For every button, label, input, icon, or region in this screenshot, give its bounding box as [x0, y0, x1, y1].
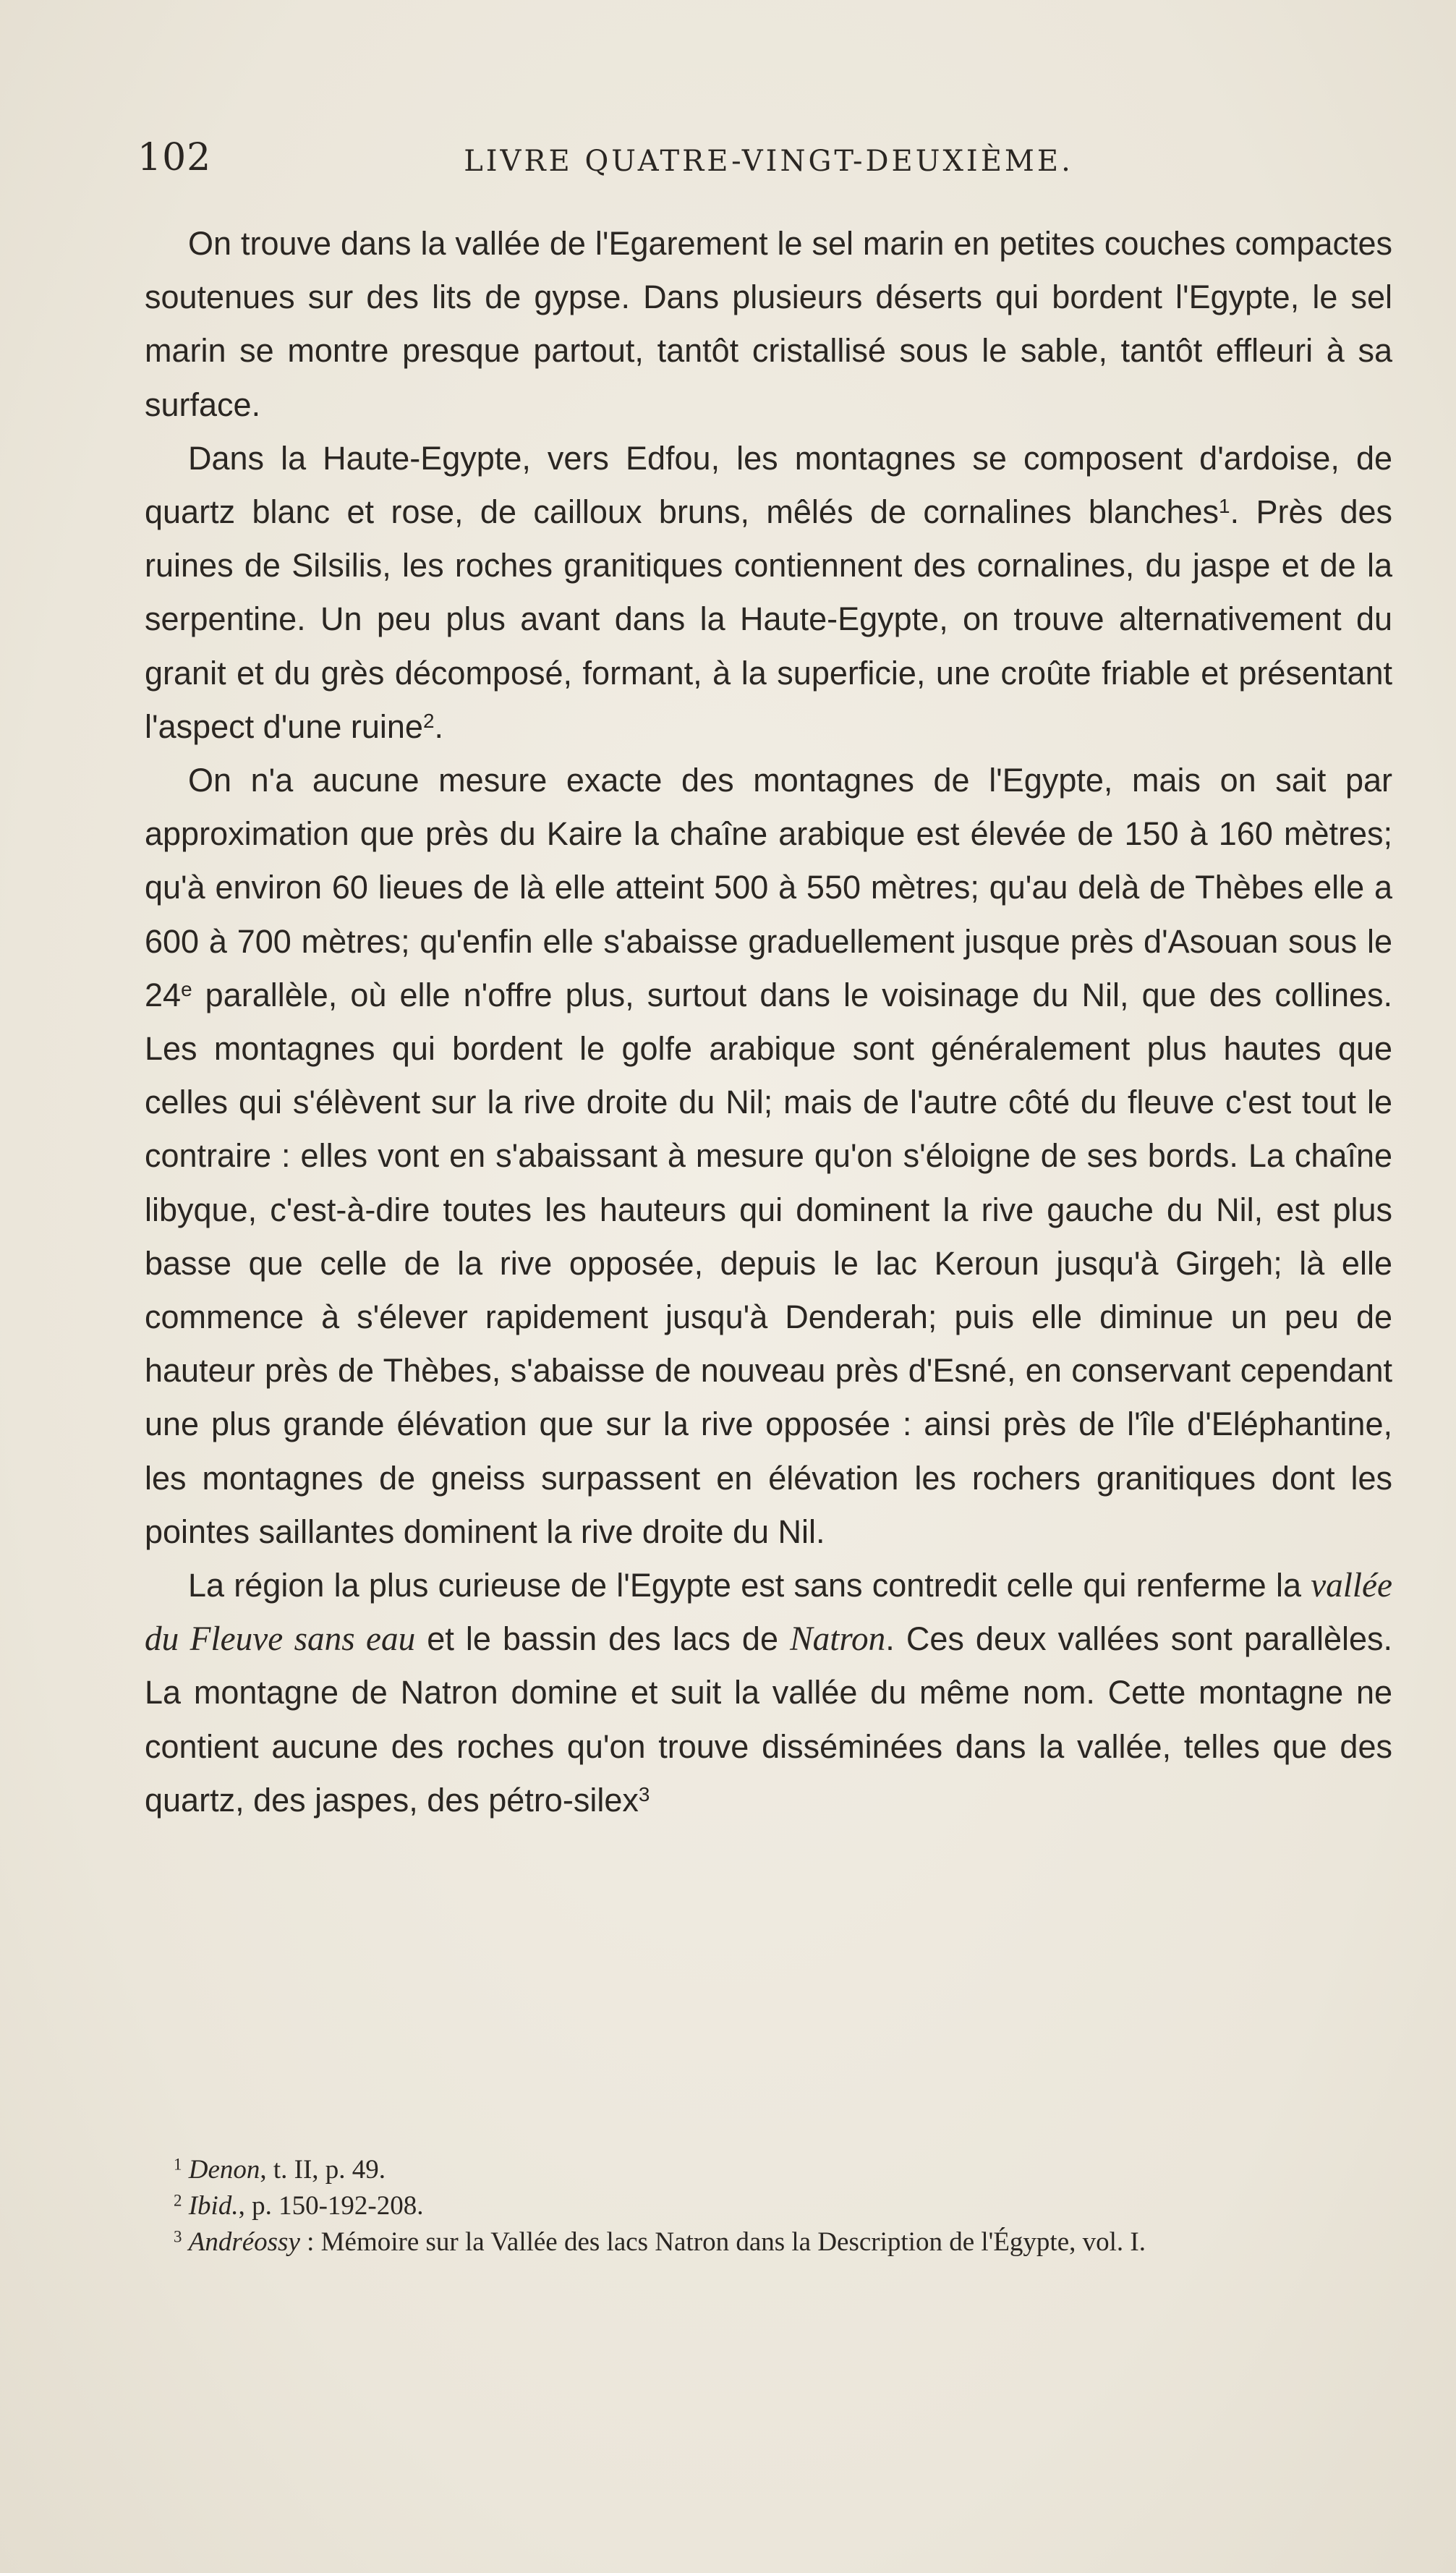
paragraph-text: On trouve dans la vallée de l'Egarement le sel marin en petites couches compactes soutenues sur des lits de gypse. Dans plusieurs déserts qui bordent l'Egypte, le sel marin se montre presque partout, tantôt cristallisé sous le sable, tantôt effleuri à sa surface. — [145, 225, 1392, 423]
paragraph-text: . Ces deux vallées sont parallèles. La montagne de Natron domine et suit la vallée du même nom. Cette montagne ne contient aucune des roches qu'on trouve disséminées dans la vallée, telles que des quartz, des jaspes, des pétro-silex — [145, 1620, 1393, 1819]
footnote-author: Andréossy — [188, 2227, 300, 2257]
page-number: 102 — [137, 136, 212, 179]
footnote — [145, 2152, 1392, 2188]
footnote-text: , p. 150-192-208. — [238, 2191, 424, 2221]
paragraph-text: Dans la Haute-Egypte, vers Edfou, les montagnes se composent d'ardoise, de quartz blanc et rose, de cailloux bruns, mêlés de cornalines blanches — [145, 439, 1392, 531]
footnote-author: Denon — [188, 2155, 260, 2185]
paragraph-text: . — [434, 707, 443, 745]
footnotes — [145, 2152, 1392, 2261]
footnote-mark: 1 — [174, 2155, 182, 2174]
running-title: LIVRE QUATRE-VINGT-DEUXIÈME. — [464, 145, 1073, 178]
paragraph-text: . Près des ruines de Silsilis, les roches granitiques contiennent des cornalines, du jaspe et de la serpentine. Un peu plus avant dans la Haute-Egypte, on trouve alternativement du granit et du grès décomposé, formant, à la superficie, une croûte friable et présentant l'aspect d'une ruine — [145, 493, 1393, 745]
footnote — [145, 2188, 1392, 2224]
paragraph-haute-egypte — [145, 432, 1392, 754]
body-text — [145, 217, 1392, 1827]
paragraph-salt — [145, 217, 1392, 432]
paragraph-mountains — [145, 754, 1392, 1559]
footnote-text: , t. II, p. 49. — [260, 2155, 386, 2185]
paragraph-text: et le bassin des lacs de — [415, 1620, 791, 1658]
footnote-mark: 3 — [174, 2227, 182, 2246]
footnote — [145, 2224, 1392, 2261]
italic-term: vallée du Fleuve sans eau — [145, 1567, 1392, 1659]
page-header — [137, 130, 1400, 181]
footnote-ref: 1 — [1219, 495, 1230, 518]
ordinal-superscript: e — [181, 977, 192, 1000]
paragraph-text: On n'a aucune mesure exacte des montagnes de l'Egypte, mais on sait par approximation que près du Kaire la chaîne arabique est élevée de 150 à 160 mètres; qu'à environ 60 lieues de là elle atteint 500 à 550 mètres; qu'au delà de Thèbes elle a 600 à 700 mètres; qu'enfin elle s'abaisse graduellement jusque près d'Asouan sous le 24 — [145, 762, 1392, 1013]
paragraph-text: La région la plus curieuse de l'Egypte est sans contredit celle qui renferme la — [188, 1567, 1311, 1604]
paragraph-text: parallèle, où elle n'offre plus, surtout dans le voisinage du Nil, que des collines. Les montagnes qui bordent le golfe arabique sont généralement plus hautes que celles qui s'élèvent sur la rive droite du Nil; mais de l'autre côté du fleuve c'est tout le contraire : elles vont en s'abaissant à mesure qu'on s'éloigne de ses bords. La chaîne libyque, c'est-à-dire toutes les hauteurs qui dominent la rive gauche du Nil, est plus basse que celle de la rive opposée, depuis le lac Keroun jusqu'à Girgeh; là elle commence à s'élever rapidement jusqu'à Denderah; puis elle diminue un peu de hauteur près de Thèbes, s'abaisse de nouveau près d'Esné, en conservant cependant une plus grande élévation que sur la rive opposée : ainsi près de l'île d'Eléphantine, les montagnes de gneiss surpassent en élévation les rochers granitiques dont les pointes saillantes dominent la rive droite du Nil. — [145, 976, 1392, 1550]
footnote-author: Ibid. — [188, 2191, 239, 2221]
paragraph-natron — [145, 1559, 1392, 1827]
footnote-ref: 2 — [422, 709, 435, 732]
footnote-mark: 2 — [174, 2191, 182, 2210]
footnote-ref: 3 — [638, 1782, 650, 1806]
italic-term: Natron — [790, 1620, 886, 1659]
footnote-text: : Mémoire sur la Vallée des lacs Natron dans la Description de l'Égypte, vol. I. — [299, 2227, 1146, 2257]
